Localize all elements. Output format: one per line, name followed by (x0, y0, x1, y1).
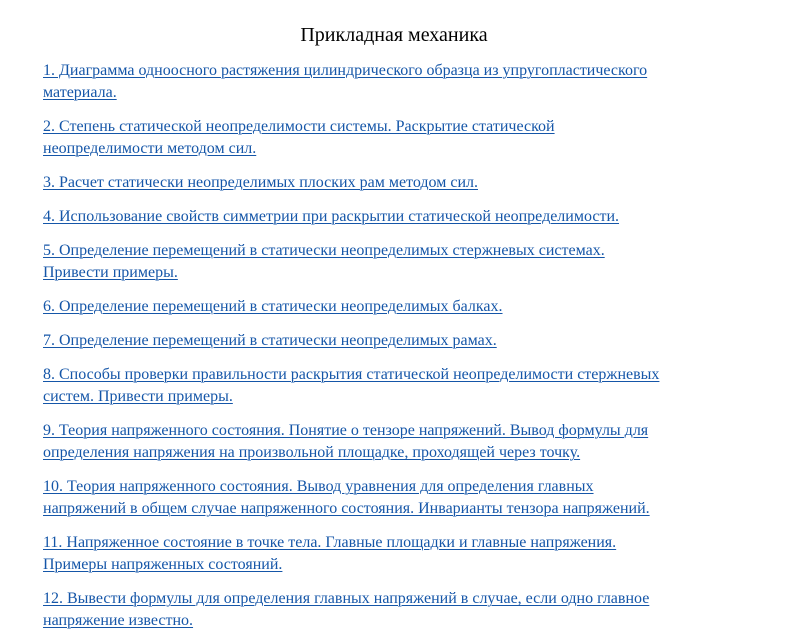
topic-link[interactable] (43, 422, 648, 461)
topic-link-line: систем. Привести примеры. (43, 388, 233, 405)
topic-link-line: неопределимости методом сил. (43, 140, 257, 157)
topic-item (43, 532, 763, 576)
topic-link[interactable] (43, 298, 503, 315)
topic-link-line: материала. (43, 84, 117, 101)
topic-item (43, 116, 763, 160)
topic-item (43, 240, 763, 284)
topic-link[interactable] (43, 366, 659, 405)
topic-item (43, 60, 763, 104)
topic-item (43, 588, 763, 632)
topic-item (43, 296, 763, 318)
topic-link[interactable] (43, 332, 497, 349)
topic-link-line: 9. Теория напряженного состояния. Понятие о тензоре напряжений. Вывод формулы для (43, 422, 649, 439)
topic-item (43, 206, 763, 228)
topic-link-line: Привести примеры. (43, 264, 178, 281)
topic-link-line: 1. Диаграмма одноосного растяжения цилиндрического образца из упругопластического (43, 62, 648, 79)
topic-link-line: 11. Напряженное состояние в точке тела. Главные площадки и главные напряжения. (43, 534, 617, 551)
topic-link-line: напряжение известно. (43, 612, 194, 629)
topic-link[interactable] (43, 62, 647, 101)
topic-link-line: 12. Вывести формулы для определения главных напряжений в случае, если одно главное (43, 590, 650, 607)
topic-item (43, 364, 763, 408)
topic-link[interactable] (43, 478, 650, 517)
topic-link-line: напряжений в общем случае напряженного состояния. Инварианты тензора напряжений. (43, 500, 650, 517)
topic-link-line: 2. Степень статической неопределимости системы. Раскрытие статической (43, 118, 555, 135)
topic-link[interactable] (43, 590, 649, 629)
page-title: Прикладная механика (300, 24, 488, 46)
topic-link-line: определения напряжения на произвольной площадке, проходящей через точку. (43, 444, 581, 461)
topic-item (43, 420, 763, 464)
topic-link[interactable] (43, 534, 616, 573)
topic-link-line: 10. Теория напряженного состояния. Вывод уравнения для определения главных (43, 478, 594, 495)
topic-link-line: Примеры напряженных состояний. (43, 556, 283, 573)
topic-link-line: 7. Определение перемещений в статически неопределимых рамах. (43, 332, 497, 349)
topic-item (43, 172, 763, 194)
topic-link[interactable] (43, 208, 619, 225)
topic-link-line: 6. Определение перемещений в статически неопределимых балках. (43, 298, 503, 315)
topic-list (43, 60, 763, 644)
topic-link[interactable] (43, 118, 555, 157)
topic-link-line: 8. Способы проверки правильности раскрытия статической неопределимости стержневых (43, 366, 660, 383)
topic-link[interactable] (43, 242, 605, 281)
topic-link[interactable] (43, 174, 478, 191)
topic-link-line: 5. Определение перемещений в статически неопределимых стержневых системах. (43, 242, 605, 259)
topic-link-line: 3. Расчет статически неопределимых плоских рам методом сил. (43, 174, 478, 191)
topic-item (43, 330, 763, 352)
topic-link-line: 4. Использование свойств симметрии при раскрытии статической неопределимости. (43, 208, 620, 225)
topic-item (43, 476, 763, 520)
